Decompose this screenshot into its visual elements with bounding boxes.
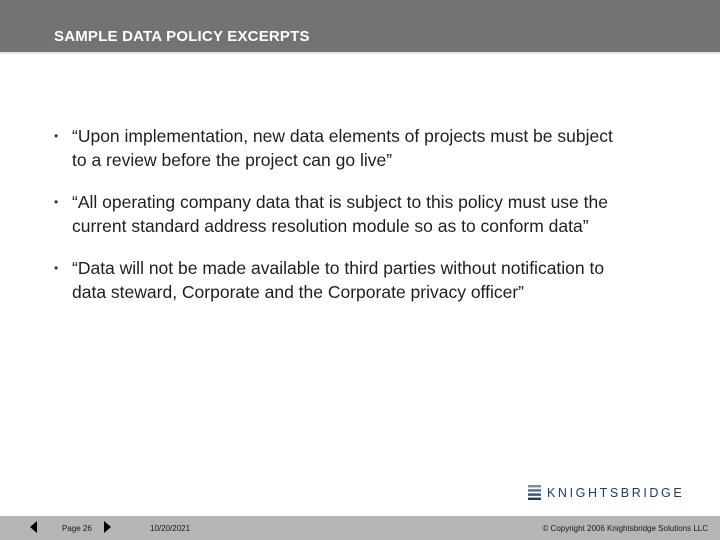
copyright-text: © Copyright 2006 Knightsbridge Solutions LLC bbox=[542, 524, 708, 533]
triangle-left-icon[interactable] bbox=[30, 521, 37, 533]
bullet-icon: • bbox=[54, 195, 59, 209]
bullet-text: “Data will not be made available to third parties without notification to data steward, Corporate and the Corporate privacy officer” bbox=[72, 258, 605, 302]
bullet-text: “All operating company data that is subject to this policy must use the current standard address resolution module so as to conform data” bbox=[72, 192, 608, 236]
slide-title: SAMPLE DATA POLICY EXCERPTS bbox=[54, 28, 310, 45]
bullet-item bbox=[54, 124, 614, 172]
page-number: Page 26 bbox=[62, 524, 92, 533]
bullet-icon: • bbox=[54, 261, 59, 275]
slide-footer bbox=[0, 516, 720, 540]
logo-text: KNIGHTSBRIDGE bbox=[547, 485, 685, 500]
slide-header bbox=[0, 0, 720, 54]
knightsbridge-logo bbox=[528, 485, 684, 500]
bullet-text: “Upon implementation, new data elements of projects must be subject to a review before the project can go live” bbox=[72, 126, 613, 170]
bullet-item bbox=[54, 190, 614, 238]
bullet-list bbox=[54, 124, 614, 322]
bullet-icon: • bbox=[54, 129, 59, 143]
logo-mark-icon bbox=[528, 485, 541, 500]
bullet-item bbox=[54, 256, 614, 304]
footer-date: 10/20/2021 bbox=[150, 524, 191, 533]
triangle-right-icon[interactable] bbox=[104, 521, 111, 533]
